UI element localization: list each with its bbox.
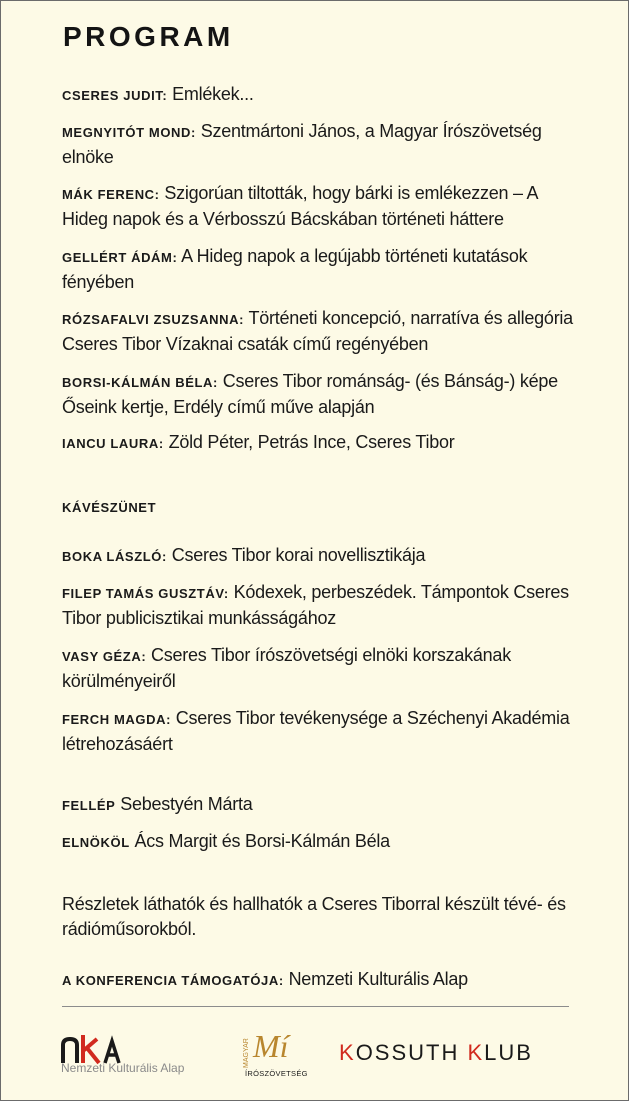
program-item [62, 181, 582, 232]
details-note: Részletek láthatók és hallhatók a Cseres Tiborral készült tévé- és rádióműsorokból. [62, 894, 566, 939]
chair-label: ELNÖKÖL [62, 835, 130, 850]
divider [62, 1006, 569, 1007]
program-item [62, 244, 582, 295]
speaker-name: CSERES JUDIT: [62, 88, 168, 103]
sponsor-name: Nemzeti Kulturális Alap [288, 969, 468, 989]
program-item [62, 306, 582, 357]
speaker-name: GELLÉRT ÁDÁM: [62, 250, 178, 265]
kossuth-klub-logo: KOSSUTH KLUB [339, 1040, 533, 1065]
sponsor-line [62, 967, 582, 993]
talk-title: Cseres Tibor románság- (és Bánság-) képe Őseink kertje, Erdély című műve alapján [62, 371, 558, 417]
speaker-name: BORSI-KÁLMÁN BÉLA: [62, 375, 218, 390]
talk-title: Cseres Tibor írószövetségi elnöki korszakának körülményeiről [62, 645, 511, 691]
performer-label: FELLÉP [62, 798, 116, 813]
speaker-name: MEGNYITÓT MOND: [62, 125, 196, 140]
talk-title: A Hideg napok a legújabb történeti kutatások fényében [62, 246, 528, 292]
break-label: KÁVÉSZÜNET [62, 500, 157, 515]
chair-names: Ács Margit és Borsi-Kálmán Béla [134, 831, 390, 851]
program-item [62, 643, 582, 694]
talk-title: Cseres Tibor tevékenysége a Széchenyi Akadémia létrehozásáért [62, 708, 570, 754]
talk-title: Szigorúan tiltották, hogy bárki is emlékezzen – A Hideg napok és a Vérbosszú Bácskában történeti háttere [62, 183, 538, 229]
sponsor-label: A KONFERENCIA TÁMOGATÓJA: [62, 973, 284, 988]
iroszovetseg-caption: ÍRÓSZÖVETSÉG [245, 1069, 308, 1078]
talk-title: Szentmártoni János, a Magyar Írószövetség elnöke [62, 121, 542, 167]
chair-line [62, 829, 582, 855]
talk-title: Kódexek, perbeszédek. Támpontok Cseres Tibor publicisztikai munkásságához [62, 582, 569, 628]
nka-logo-icon [61, 1031, 121, 1065]
speaker-name: FILEP TAMÁS GUSZTÁV: [62, 586, 229, 601]
talk-title: Történeti koncepció, narratíva és allegória Cseres Tibor Vízaknai csaták című regényében [62, 308, 573, 354]
page-title: PROGRAM [63, 21, 234, 52]
program-item [62, 430, 582, 456]
program-item [62, 119, 582, 170]
performer-name: Sebestyén Márta [120, 794, 253, 814]
iroszovetseg-logo-icon [237, 1023, 313, 1079]
speaker-name: IANCU LAURA: [62, 436, 164, 451]
program-item [62, 580, 582, 631]
talk-title: Cseres Tibor korai novellisztikája [171, 545, 426, 565]
performer-line [62, 792, 582, 818]
iroszovetseg-side-text: MAGYAR [243, 1038, 250, 1068]
program-item [62, 706, 582, 757]
program-item [62, 369, 582, 420]
program-item [62, 543, 582, 569]
speaker-name: MÁK FERENC: [62, 187, 160, 202]
talk-title: Zöld Péter, Petrás Ince, Cseres Tibor [168, 432, 455, 452]
program-item [62, 82, 582, 108]
iroszovetseg-mark-text: Mí [253, 1028, 289, 1064]
speaker-name: RÓZSAFALVI ZSUZSANNA: [62, 312, 245, 327]
nka-caption: Nemzeti Kulturális Alap [61, 1061, 185, 1075]
speaker-name: VASY GÉZA: [62, 649, 147, 664]
speaker-name: FERCH MAGDA: [62, 712, 172, 727]
speaker-name: BOKA LÁSZLÓ: [62, 549, 167, 564]
talk-title: Emlékek... [172, 84, 254, 104]
